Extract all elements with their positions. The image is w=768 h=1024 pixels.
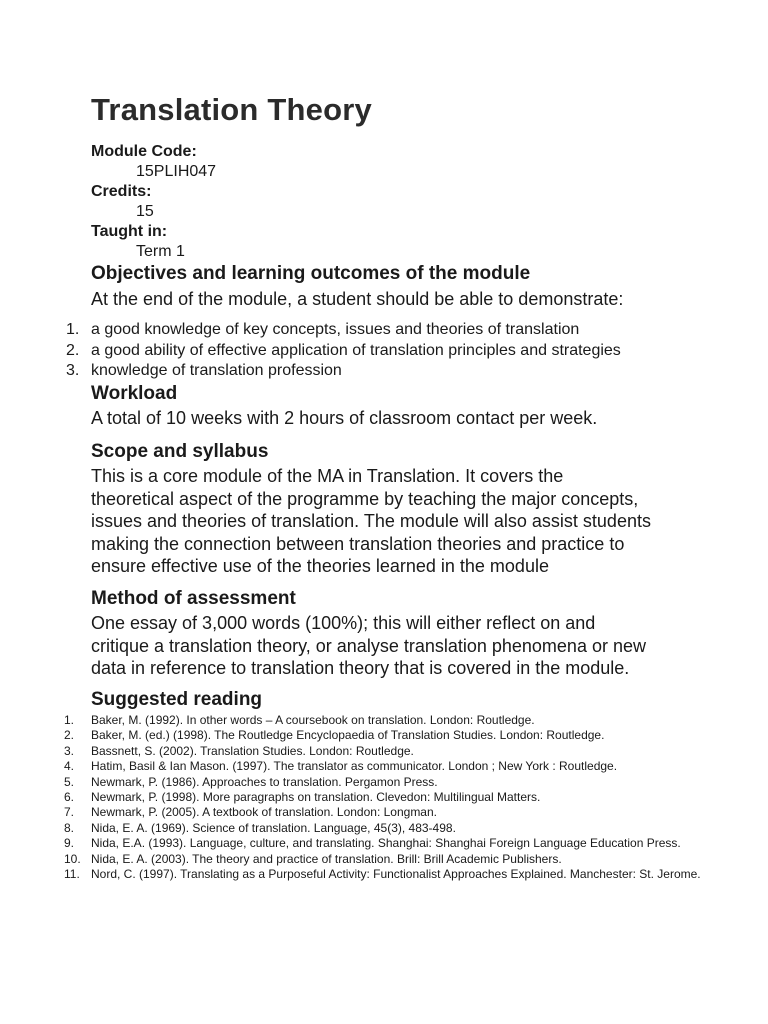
objective-text: knowledge of translation profession: [91, 362, 342, 379]
reference-text: Bassnett, S. (2002). Translation Studies. London: Routledge.: [91, 743, 414, 758]
reading-heading: Suggested reading: [91, 689, 263, 710]
reference-text: Newmark, P. (1986). Approaches to translation. Pergamon Press.: [91, 774, 438, 789]
reference-text: Hatim, Basil & Ian Mason. (1997). The translator as communicator. London ; New York : Routledge.: [91, 759, 618, 774]
list-item: 7. Newmark, P. (2005). A textbook of translation. London: Longman.: [64, 805, 437, 820]
text-line: One essay of 3,000 words (100%); this will either reflect on and: [91, 613, 596, 633]
credits-value: 15: [136, 203, 154, 220]
list-item: 9. Nida, E.A. (1993). Language, culture, and translating. Shanghai: Shanghai Foreign Language Education Press.: [64, 836, 681, 851]
objective-text: a good knowledge of key concepts, issues and theories of translation: [91, 321, 580, 338]
reference-text: Nord, C. (1997). Translating as a Purposeful Activity: Functionalist Approaches Explained. Manchester: St. Jerome.: [91, 867, 701, 882]
objectives-list: [62, 320, 722, 382]
text-line: issues and theories of translation. The module will also assist students: [91, 511, 651, 531]
reference-text: Baker, M. (ed.) (1998). The Routledge Encyclopaedia of Translation Studies. London: Routledge.: [91, 728, 605, 743]
text-line: This is a core module of the MA in Translation. It covers the: [91, 466, 564, 486]
credits-label: Credits:: [91, 183, 152, 200]
reference-text: Nida, E. A. (2003). The theory and practice of translation. Brill: Brill Academic Publishers.: [91, 851, 562, 866]
list-item: 8. Nida, E. A. (1969). Science of translation. Language, 45(3), 483-498.: [64, 820, 456, 835]
list-item: 4. Hatim, Basil & Ian Mason. (1997). The translator as communicator. London ; New York : Routledge.: [64, 759, 618, 774]
reading-list: [64, 713, 704, 882]
workload-text: A total of 10 weeks with 2 hours of classroom contact per week.: [91, 408, 598, 428]
objectives-heading: Objectives and learning outcomes of the module: [91, 263, 531, 284]
list-item: 3. knowledge of translation profession: [66, 362, 342, 379]
scope-heading: Scope and syllabus: [91, 441, 269, 462]
module-code-value: 15PLIH047: [136, 163, 217, 180]
list-item: 11. Nord, C. (1997). Translating as a Purposeful Activity: Functionalist Approaches Explained. Manchester: St. Jerome.: [64, 867, 701, 882]
workload-heading: Workload: [91, 383, 178, 404]
text-line: making the connection between translation theories and practice to: [91, 533, 625, 554]
list-item: 3. Bassnett, S. (2002). Translation Studies. London: Routledge.: [64, 743, 414, 758]
list-item: 2. a good ability of effective application of translation principles and strategies: [66, 341, 621, 359]
objectives-intro: At the end of the module, a student should be able to demonstrate:: [91, 289, 624, 309]
reference-text: Newmark, P. (2005). A textbook of translation. London: Longman.: [91, 805, 437, 820]
reference-text: Nida, E. A. (1969). Science of translation. Language, 45(3), 483-498.: [91, 820, 456, 835]
assessment-heading: Method of assessment: [91, 588, 296, 609]
reference-text: Newmark, P. (1998). More paragraphs on translation. Clevedon: Multilingual Matters.: [91, 790, 541, 805]
reference-text: Baker, M. (1992). In other words – A coursebook on translation. London: Routledge.: [91, 713, 535, 727]
taught-in-value: Term 1: [136, 243, 185, 260]
text-line: ensure effective use of the theories learned in the module: [91, 556, 549, 576]
text-line: critique a translation theory, or analyse translation phenomena or new: [91, 635, 646, 656]
list-item: 10. Nida, E. A. (2003). The theory and practice of translation. Brill: Brill Academic Publishers.: [64, 851, 562, 866]
taught-in-label: Taught in:: [91, 223, 168, 240]
reference-text: Nida, E.A. (1993). Language, culture, and translating. Shanghai: Shanghai Foreign Language Education Press.: [91, 836, 681, 851]
list-item: 1. Baker, M. (1992). In other words – A coursebook on translation. London: Routledge.: [64, 713, 535, 727]
objective-text: a good ability of effective application of translation principles and strategies: [91, 341, 621, 359]
page-title: Translation Theory: [91, 92, 372, 127]
list-item: 2. Baker, M. (ed.) (1998). The Routledge Encyclopaedia of Translation Studies. London: Routledge.: [64, 728, 605, 743]
module-code-label: Module Code:: [91, 143, 197, 160]
text-line: theoretical aspect of the programme by teaching the major concepts,: [91, 488, 639, 509]
assessment-text: [91, 612, 731, 680]
scope-text: [91, 465, 731, 578]
text-line: data in reference to translation theory that is covered in the module.: [91, 658, 630, 678]
list-item: 5. Newmark, P. (1986). Approaches to translation. Pergamon Press.: [64, 774, 438, 789]
list-item: 1. a good knowledge of key concepts, issues and theories of translation: [66, 321, 580, 338]
list-item: 6. Newmark, P. (1998). More paragraphs on translation. Clevedon: Multilingual Matters.: [64, 790, 541, 805]
